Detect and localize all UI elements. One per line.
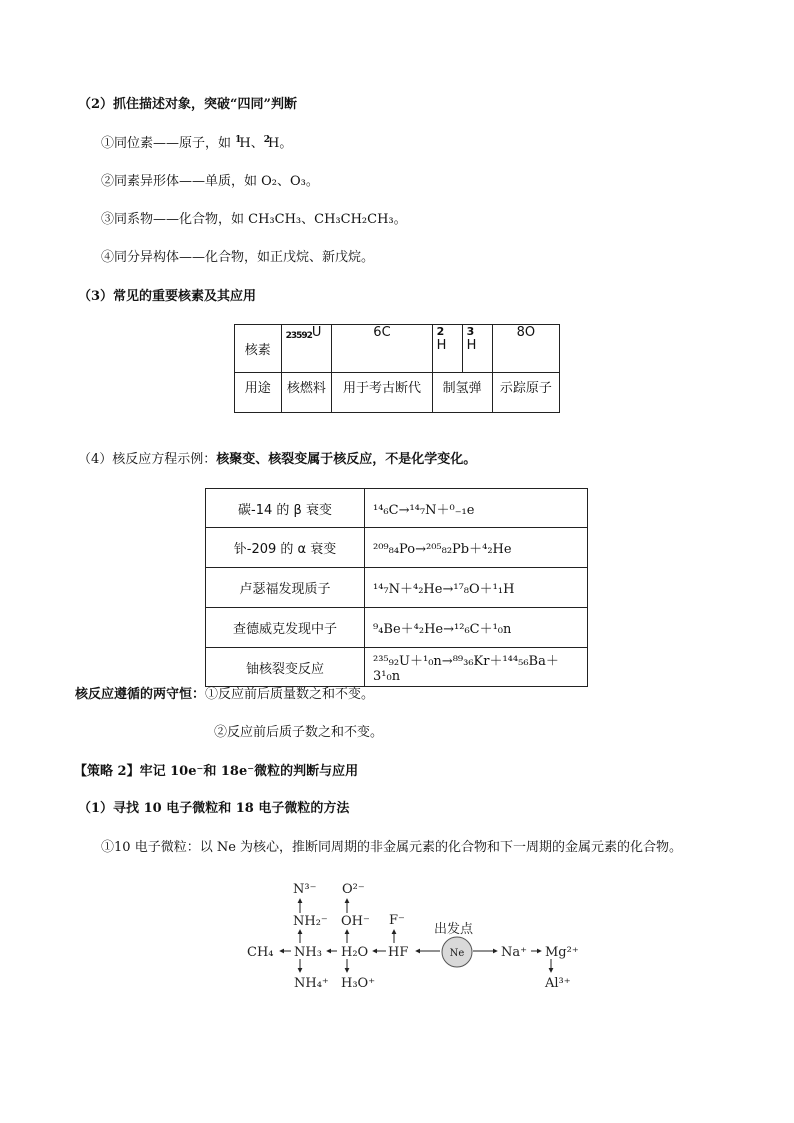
species-h2o: H₂O bbox=[341, 945, 369, 960]
strategy-title: 【策略 2】牢记 10e⁻和 18e⁻微粒的判断与应用 bbox=[74, 764, 359, 779]
use-h: 制氢弹 bbox=[432, 373, 492, 413]
allotrope-line: ②同素异形体——单质，如 O₂、O₃。 bbox=[101, 174, 319, 189]
section-4-title: （4）核反应方程示例：核聚变、核裂变属于核反应，不是化学变化。 bbox=[78, 452, 477, 467]
species-ch4: CH₄ bbox=[247, 945, 274, 960]
nuclide-h3: 3 H bbox=[462, 325, 492, 373]
species-nh3: NH₃ bbox=[294, 945, 322, 960]
reaction-equation: ⁹₄Be＋⁴₂He→¹²₆C＋¹₀n bbox=[365, 608, 588, 648]
nuclide-h2: 2 H bbox=[432, 325, 462, 373]
ne-label: Ne bbox=[449, 948, 465, 959]
reaction-name: 卢瑟福发现质子 bbox=[206, 568, 365, 608]
species-mg2-plus: Mg²⁺ bbox=[545, 945, 579, 960]
ten-electron-paragraph: ①10 电子微粒：以 Ne 为核心，推断同周期的非金属元素的化合物和下一周期的金属元素的化合物。 bbox=[101, 840, 683, 855]
reaction-name: 钋-209 的 α 衰变 bbox=[206, 528, 365, 568]
nuclide-o18: 8O bbox=[492, 325, 559, 373]
reaction-equation: ²³⁵₉₂U＋¹₀n→⁸⁹₃₆Kr＋¹⁴⁴₅₆Ba＋3¹₀n bbox=[365, 648, 588, 687]
species-o2-minus: O²⁻ bbox=[342, 882, 365, 897]
start-point-label: 出发点 bbox=[434, 922, 474, 937]
conservation-law-2: ②反应前后质子数之和不变。 bbox=[214, 725, 384, 740]
nuclide-c14: 6C bbox=[332, 325, 432, 373]
conservation-law-1: 核反应遵循的两守恒：①反应前后质量数之和不变。 bbox=[75, 687, 375, 702]
reaction-equation: ²⁰⁹₈₄Po→²⁰⁵₈₂Pb＋⁴₂He bbox=[365, 528, 588, 568]
use-o18: 示踪原子 bbox=[492, 373, 559, 413]
species-nh2-minus: NH₂⁻ bbox=[293, 914, 328, 929]
species-na-plus: Na⁺ bbox=[501, 945, 527, 960]
species-h3o-plus: H₃O⁺ bbox=[341, 976, 376, 991]
isomer-line: ④同分异构体——化合物，如正戊烷、新戊烷。 bbox=[101, 250, 375, 265]
reaction-name: 查德威克发现中子 bbox=[206, 608, 365, 648]
reaction-name: 铀核裂变反应 bbox=[206, 648, 365, 687]
species-al3-plus: Al³⁺ bbox=[545, 976, 571, 991]
header-use: 用途 bbox=[235, 373, 282, 413]
isotope-line: ①同位素——原子，如 $^1$H、$^2$H。 bbox=[101, 135, 293, 151]
section-3-title: （3）常见的重要核素及其应用 bbox=[78, 289, 257, 304]
reaction-name: 碳-14 的 β 衰变 bbox=[206, 489, 365, 528]
reaction-equation: ¹⁴₆C→¹⁴₇N＋⁰₋₁e bbox=[365, 489, 588, 528]
species-f-minus: F⁻ bbox=[389, 913, 405, 928]
nuclide-u235: 23592U bbox=[281, 325, 332, 373]
use-u235: 核燃料 bbox=[281, 373, 332, 413]
species-oh-minus: OH⁻ bbox=[341, 914, 370, 929]
species-nh4-plus: NH₄⁺ bbox=[294, 976, 329, 991]
section-2-title: （2）抓住描述对象，突破“四同”判断 bbox=[78, 97, 298, 112]
species-n3-minus: N³⁻ bbox=[293, 882, 317, 897]
species-hf: HF bbox=[388, 945, 409, 960]
header-nuclide: 核素 bbox=[235, 325, 282, 373]
homolog-line: ③同系物——化合物，如 CH₃CH₃、CH₃CH₂CH₃。 bbox=[101, 212, 407, 227]
use-c14: 用于考古断代 bbox=[332, 373, 432, 413]
reaction-equation: ¹⁴₇N＋⁴₂He→¹⁷₈O＋¹₁H bbox=[365, 568, 588, 608]
subsection-1-title: （1）寻找 10 电子微粒和 18 电子微粒的方法 bbox=[78, 801, 350, 816]
